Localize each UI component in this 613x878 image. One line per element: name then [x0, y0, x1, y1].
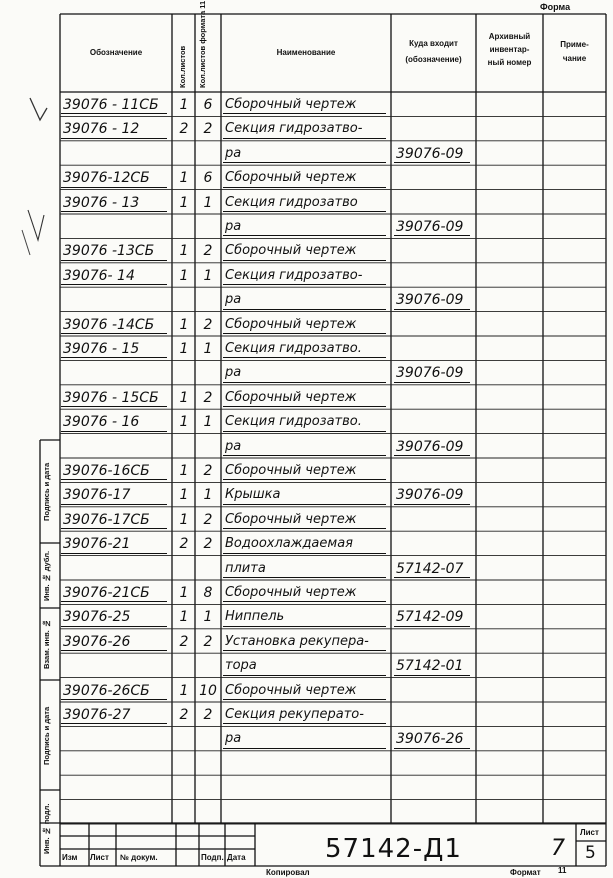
cell-sheets: 1 [179, 341, 189, 357]
handwritten-underline [61, 406, 167, 407]
cell-sheets: 1 [179, 585, 189, 601]
table-row [0, 653, 613, 677]
cell-name: плита [225, 560, 266, 576]
cell-sheets: 1 [179, 97, 189, 113]
cell-name: Секция гидрозатво. [225, 414, 362, 430]
handwritten-underline [223, 113, 386, 114]
cell-name: ра [225, 292, 242, 308]
cell-designation: 39076-17 [63, 487, 131, 504]
header-note [543, 38, 606, 66]
table-row [0, 263, 613, 287]
cell-used-in: 57142-01 [396, 658, 464, 675]
cell-designation: 39076 - 15 [63, 341, 140, 357]
header-used-in [391, 36, 476, 68]
header-archive-line2: инвентар- [489, 45, 530, 54]
handwritten-underline [223, 138, 386, 139]
cell-format: 6 [203, 170, 213, 187]
handwritten-underline [61, 479, 167, 480]
cell-sheets: 1 [179, 463, 189, 479]
cell-used-in: 57142-09 [396, 609, 464, 626]
cell-name: Сборочный чертеж [225, 585, 357, 600]
cell-used-in: 57142-07 [396, 560, 464, 577]
cell-format: 6 [203, 97, 213, 113]
table-row [0, 556, 613, 580]
handwritten-underline [394, 504, 470, 505]
table-row [0, 92, 613, 116]
handwritten-underline [61, 504, 167, 505]
handwritten-underline [394, 748, 470, 749]
cell-format: 8 [203, 585, 213, 601]
tb-copied: Копировал [266, 868, 310, 877]
handwritten-underline [61, 431, 167, 432]
header-used-in-line2: (обозначение) [405, 55, 462, 64]
cell-format: 10 [199, 682, 217, 699]
table-row [0, 580, 613, 604]
table-row [0, 482, 613, 506]
cell-name: Секция гидрозатво [225, 194, 358, 210]
handwritten-underline [223, 748, 386, 749]
tb-format-label: Формат [510, 868, 541, 877]
cell-used-in: 39076-09 [396, 219, 464, 235]
cell-name: Сборочный чертеж [225, 511, 357, 527]
margin-check-marks [0, 90, 60, 370]
table-row [0, 775, 613, 799]
cell-designation: 39076-17СБ [63, 511, 150, 528]
handwritten-underline [223, 601, 386, 602]
handwritten-underline [223, 162, 386, 163]
handwritten-underline [394, 162, 470, 163]
cell-format: 2 [203, 243, 213, 260]
table-row [0, 141, 613, 165]
cell-sheets: 1 [179, 414, 189, 431]
handwritten-underline [223, 650, 386, 651]
handwritten-underline [223, 260, 386, 261]
header-archive-line1: Архивный [488, 32, 531, 41]
cell-sheets: 1 [179, 316, 189, 333]
header-archive-line3: ный номер [487, 58, 532, 67]
handwritten-underline [394, 382, 470, 383]
header-name: Наименование [276, 48, 336, 57]
cell-designation: 39076 -13СБ [63, 243, 155, 260]
cell-format: 1 [203, 194, 213, 211]
handwritten-underline [61, 601, 167, 602]
cell-sheets: 1 [179, 682, 189, 699]
cell-format: 1 [203, 414, 213, 431]
table-row [0, 531, 613, 555]
tb-sign: Подп. [201, 853, 224, 862]
handwritten-underline [61, 553, 167, 554]
cell-designation: 39076-27 [63, 707, 131, 723]
cell-used-in: 39076-26 [396, 731, 464, 748]
cell-sheets: 2 [179, 536, 189, 553]
cell-sheets: 2 [179, 121, 189, 138]
handwritten-underline [61, 138, 167, 139]
handwritten-underline [394, 675, 470, 676]
cell-sheets: 2 [179, 633, 189, 650]
handwritten-underline [223, 309, 386, 310]
cell-format: 2 [203, 463, 213, 479]
tb-doc: № докум. [120, 853, 158, 862]
cell-name: Сборочный чертеж [225, 463, 357, 478]
handwritten-underline [394, 455, 470, 456]
tb-sheet-number: 5 [585, 843, 596, 863]
tb-handwritten-mark: 7 [551, 836, 565, 861]
cell-designation: 39076-16СБ [63, 463, 150, 479]
header-note-line2: чание [562, 54, 587, 63]
cell-name: Секция гидрозатво. [225, 341, 362, 356]
handwritten-underline [61, 187, 167, 188]
cell-designation: 39076- 14 [63, 267, 135, 284]
header-used-in-line1: Куда входит [409, 39, 458, 48]
handwritten-underline [223, 553, 386, 554]
handwritten-underline [223, 431, 386, 432]
cell-name: Секция гидрозатво- [225, 121, 363, 137]
handwritten-underline [223, 455, 386, 456]
cell-format: 2 [203, 316, 213, 333]
handwritten-underline [223, 577, 386, 578]
cell-format: 2 [203, 121, 213, 138]
table-row [0, 726, 613, 750]
header-designation: Обозначение [89, 48, 143, 57]
cell-format: 2 [203, 536, 213, 553]
cell-designation: 39076 - 12 [63, 121, 140, 138]
header-archive [476, 30, 543, 69]
cell-name: Сборочный чертеж [225, 243, 357, 259]
cell-designation: 39076-26СБ [63, 682, 150, 699]
handwritten-underline [61, 284, 167, 285]
table-row [0, 629, 613, 653]
cell-designation: 39076 -14СБ [63, 316, 155, 333]
handwritten-underline [61, 260, 167, 261]
table-row [0, 702, 613, 726]
cell-format: 1 [203, 487, 213, 504]
table-row [0, 604, 613, 628]
cell-designation: 39076 - 15СБ [63, 389, 159, 406]
cell-used-in: 39076-09 [396, 365, 464, 382]
cell-sheets: 1 [179, 194, 189, 211]
table-row [0, 434, 613, 458]
handwritten-underline [223, 479, 386, 480]
cell-designation: 39076 - 13 [63, 194, 140, 211]
table-row [0, 507, 613, 531]
handwritten-underline [223, 406, 386, 407]
handwritten-underline [61, 333, 167, 334]
table-row [0, 287, 613, 311]
handwritten-underline [223, 675, 386, 676]
handwritten-underline [61, 699, 167, 700]
table-row [0, 385, 613, 409]
tb-format-value: 11 [558, 866, 567, 875]
tb-doc-code: 57142-Д1 [325, 834, 462, 864]
cell-name: ра [225, 365, 242, 381]
table-row [0, 360, 613, 384]
cell-format: 1 [203, 267, 213, 284]
table-row [0, 458, 613, 482]
table-row [0, 214, 613, 238]
handwritten-underline [394, 235, 470, 236]
header-format-count-text: Кол.листов формата 11 [198, 0, 207, 88]
handwritten-underline [223, 235, 386, 236]
cell-name: Водоохлаждаемая [225, 536, 353, 552]
cell-sheets: 1 [179, 511, 189, 528]
table-row [0, 116, 613, 140]
tb-list: Лист [90, 853, 109, 862]
cell-name: тора [225, 658, 257, 674]
cell-designation: 39076-21СБ [63, 585, 150, 601]
handwritten-underline [223, 723, 386, 724]
handwritten-underline [223, 187, 386, 188]
header-note-line1: Приме- [560, 40, 589, 49]
table-row [0, 409, 613, 433]
cell-format: 2 [203, 707, 213, 723]
cell-used-in: 39076-09 [396, 292, 464, 309]
handwritten-underline [61, 650, 167, 651]
table-row [0, 190, 613, 214]
cell-designation: 39076 - 16 [63, 414, 140, 431]
table-row [0, 165, 613, 189]
table-row [0, 238, 613, 262]
cell-used-in: 39076-09 [396, 438, 464, 455]
handwritten-underline [223, 699, 386, 700]
cell-name: ра [225, 219, 242, 234]
cell-designation: 39076-21 [63, 536, 131, 553]
cell-designation: 39076 - 11СБ [63, 97, 159, 113]
handwritten-underline [223, 528, 386, 529]
tb-date: Дата [227, 853, 246, 862]
stamp-orig-inv: Инв. № подл. [42, 803, 51, 854]
cell-sheets: 1 [179, 609, 189, 626]
cell-format: 1 [203, 609, 213, 626]
handwritten-underline [394, 309, 470, 310]
table-row [0, 800, 613, 824]
cell-name: Сборочный чертеж [225, 170, 357, 186]
cell-name: ра [225, 145, 242, 161]
handwritten-underline [223, 357, 386, 358]
cell-name: Сборочный чертеж [225, 97, 357, 112]
cell-format: 2 [203, 389, 213, 406]
handwritten-underline [61, 357, 167, 358]
cell-format: 2 [203, 633, 213, 650]
cell-name: ра [225, 438, 242, 454]
handwritten-underline [223, 211, 386, 212]
handwritten-underline [223, 333, 386, 334]
cell-name: Ниппель [225, 609, 285, 625]
handwritten-underline [394, 577, 470, 578]
table-row [0, 336, 613, 360]
handwritten-underline [223, 382, 386, 383]
cell-format: 2 [203, 511, 213, 528]
cell-designation: 39076-26 [63, 633, 131, 650]
cell-designation: 39076-12СБ [63, 170, 150, 187]
stamp-sub-inv: Взам. инв. № [42, 619, 51, 669]
form-label: Форма [540, 2, 571, 12]
header-format-count [198, 0, 207, 88]
cell-sheets: 1 [179, 170, 189, 187]
cell-name: Секция гидрозатво- [225, 267, 363, 283]
handwritten-underline [61, 113, 167, 114]
cell-name: Сборочный чертеж [225, 316, 357, 332]
cell-name: Сборочный чертеж [225, 389, 357, 405]
cell-format: 1 [203, 341, 213, 357]
cell-name: Крышка [225, 487, 281, 503]
handwritten-underline [394, 626, 470, 627]
table-row [0, 751, 613, 775]
tb-sheet-label: Лист [580, 828, 599, 837]
handwritten-underline [61, 528, 167, 529]
stamp-sign-date-2: Подпись и дата [42, 706, 51, 765]
cell-name: ра [225, 731, 242, 747]
cell-sheets: 1 [179, 389, 189, 406]
cell-name: Сборочный чертеж [225, 682, 357, 698]
cell-used-in: 39076-09 [396, 145, 464, 162]
handwritten-underline [223, 626, 386, 627]
table-row [0, 678, 613, 702]
handwritten-underline [61, 626, 167, 627]
cell-sheets: 1 [179, 487, 189, 504]
tb-izm: Изм [62, 853, 78, 862]
cell-used-in: 39076-09 [396, 487, 464, 504]
table-row [0, 312, 613, 336]
cell-name: Секция рекуперато- [225, 707, 364, 722]
cell-sheets: 1 [179, 243, 189, 260]
handwritten-underline [61, 211, 167, 212]
cell-name: Установка рекупера- [225, 633, 369, 649]
cell-sheets: 1 [179, 267, 189, 284]
handwritten-underline [223, 504, 386, 505]
handwritten-underline [223, 284, 386, 285]
header-sheet-count: Кол.листов [178, 45, 187, 88]
cell-sheets: 2 [179, 707, 189, 723]
stamp-sign-date: Подпись и дата [42, 462, 51, 522]
handwritten-underline [61, 723, 167, 724]
stamp-dup-inv: Инв. № дубл. [42, 550, 51, 602]
cell-designation: 39076-25 [63, 609, 131, 626]
